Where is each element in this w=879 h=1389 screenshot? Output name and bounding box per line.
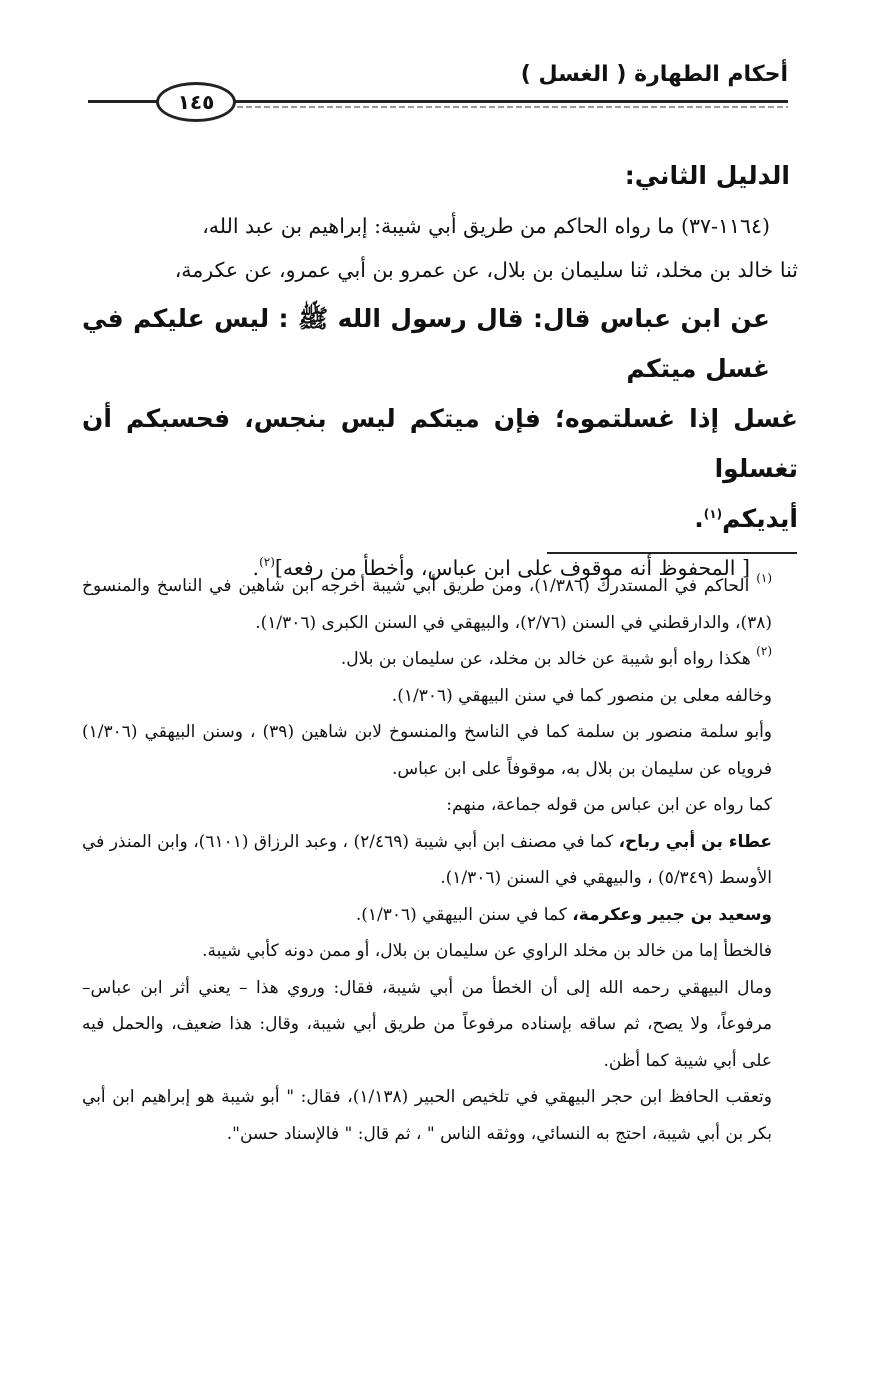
verdict-text: [ المحفوظ أنه موقوف على ابن عباس، وأخطأ من رفعه] <box>274 556 750 580</box>
footnote-separator <box>547 552 797 554</box>
footnote-line: كما في سنن البيهقي (١/٣٠٦). <box>355 904 573 925</box>
footnote-line: والمنسوخ (٣٨)، والدارقطني في السنن (٢/٧٦)، والبيهقي في السنن الكبرى (١/٣٠٦). <box>82 576 772 633</box>
hadith-text <box>82 292 798 544</box>
footnote-paragraph <box>82 897 798 934</box>
footnote-line: الحاكم في المستدرك (١/٣٨٦)، ومن طريق أبي شيبة أخرجه ابن شاهين في الناسخ <box>156 576 750 596</box>
footnote-marker: (٢) <box>756 644 772 658</box>
footnote-line: هكذا رواه أبو شيبة عن خالد بن مخلد، عن سليمان بن بلال. <box>340 649 751 669</box>
running-title: أحكام الطهارة ( الغسل ) <box>520 62 788 87</box>
footnote-marker: (٢) <box>259 555 275 569</box>
narration-line: (١١٦٤-٣٧) ما رواه الحاكم من طريق أبي شيبة: إبراهيم بن عبد الله، <box>202 214 770 238</box>
footnote-line: حسن". <box>226 1123 279 1144</box>
footnote-line: إبراهيم ابن أبي بكر بن أبي شيبة، احتج به النسائي، ووثقه الناس " ، ثم قال: " فالإسناد <box>82 1087 772 1144</box>
hadith-end: . <box>694 504 704 533</box>
hadith-line: غسل إذا غسلتموه؛ فإن ميتكم ليس بنجس، فحسبكم أن تغسلوا <box>82 404 798 483</box>
footnote-line: كما رواه عن ابن عباس من قوله جماعة، منهم: <box>446 795 772 815</box>
section-heading: الدليل الثاني: <box>624 161 790 190</box>
footnote-line: وأبو سلمة منصور بن سلمة كما في الناسخ والمنسوخ لابن شاهين (٣٩) ، وسنن <box>202 722 773 742</box>
footnote-line: وابن المنذر في الأوسط (٥/٣٤٩) ، والبيهقي في السنن (١/٣٠٦). <box>82 831 772 888</box>
footnote-paragraph <box>82 970 798 1080</box>
footnote-2 <box>82 641 798 678</box>
footnote-line: وخالفه معلى بن منصور كما في سنن البيهقي (١/٣٠٦). <box>391 685 772 706</box>
narration-chain <box>82 204 798 292</box>
narrator-name: عطاء بن أبي رباح، <box>618 831 773 852</box>
footnote-line: والحمل فيه على أبي شيبة كما أظن. <box>82 1014 772 1071</box>
footnote-line: البيهقي (١/٣٠٦) فروياه عن سليمان بن بلال به، موقوفاً على ابن عباس. <box>82 722 772 779</box>
hadith-line: عن ابن عباس قال: قال رسول الله ﷺ : ليس عليكم في غسل ميتكم <box>82 304 770 383</box>
main-text <box>82 148 798 592</box>
footnote-marker: (١) <box>756 571 773 585</box>
verdict-end: . <box>252 556 260 580</box>
footnote-marker: (١) <box>703 507 723 521</box>
footnote-paragraph <box>82 714 798 787</box>
footnote-line: ومال البيهقي رحمه الله إلى أن الخطأ من أبي شيبة، فقال: وروي هذا – يعني أثر ابن <box>140 977 773 998</box>
footnote-1 <box>82 568 798 641</box>
footnote-line: كما في مصنف ابن أبي شيبة (٢/٤٦٩) ، وعبد الرزاق (٦١٠١)، <box>193 831 619 852</box>
header-dotted-rule <box>228 106 788 108</box>
page-number: ١٤٥ <box>156 82 236 122</box>
footnotes <box>82 568 798 1152</box>
page-header <box>88 62 788 112</box>
footnote-line: فالخطأ إما من خالد بن مخلد الراوي عن سليمان بن بلال، أو ممن دونه كأبي شيبة. <box>202 941 772 961</box>
footnote-line: عباس– مرفوعاً، ولا يصح، ثم ساقه بإسناده مرفوعاً من طريق أبي شيبة، وقال: هذا ضعيف، <box>82 977 772 1034</box>
footnote-paragraph <box>82 824 798 897</box>
footnote-paragraph <box>82 1079 798 1152</box>
narration-line: ثنا خالد بن مخلد، ثنا سليمان بن بلال، عن عمرو بن أبي عمرو، عن عكرمة، <box>174 258 798 282</box>
hadith-line: أيديكم <box>722 504 798 533</box>
narrator-name: وسعيد بن جبير وعكرمة، <box>572 904 772 925</box>
footnote-line: وتعقب الحافظ ابن حجر البيهقي في تلخيص الحبير (١/١٣٨)، فقال: " أبو شيبة هو <box>196 1087 773 1107</box>
